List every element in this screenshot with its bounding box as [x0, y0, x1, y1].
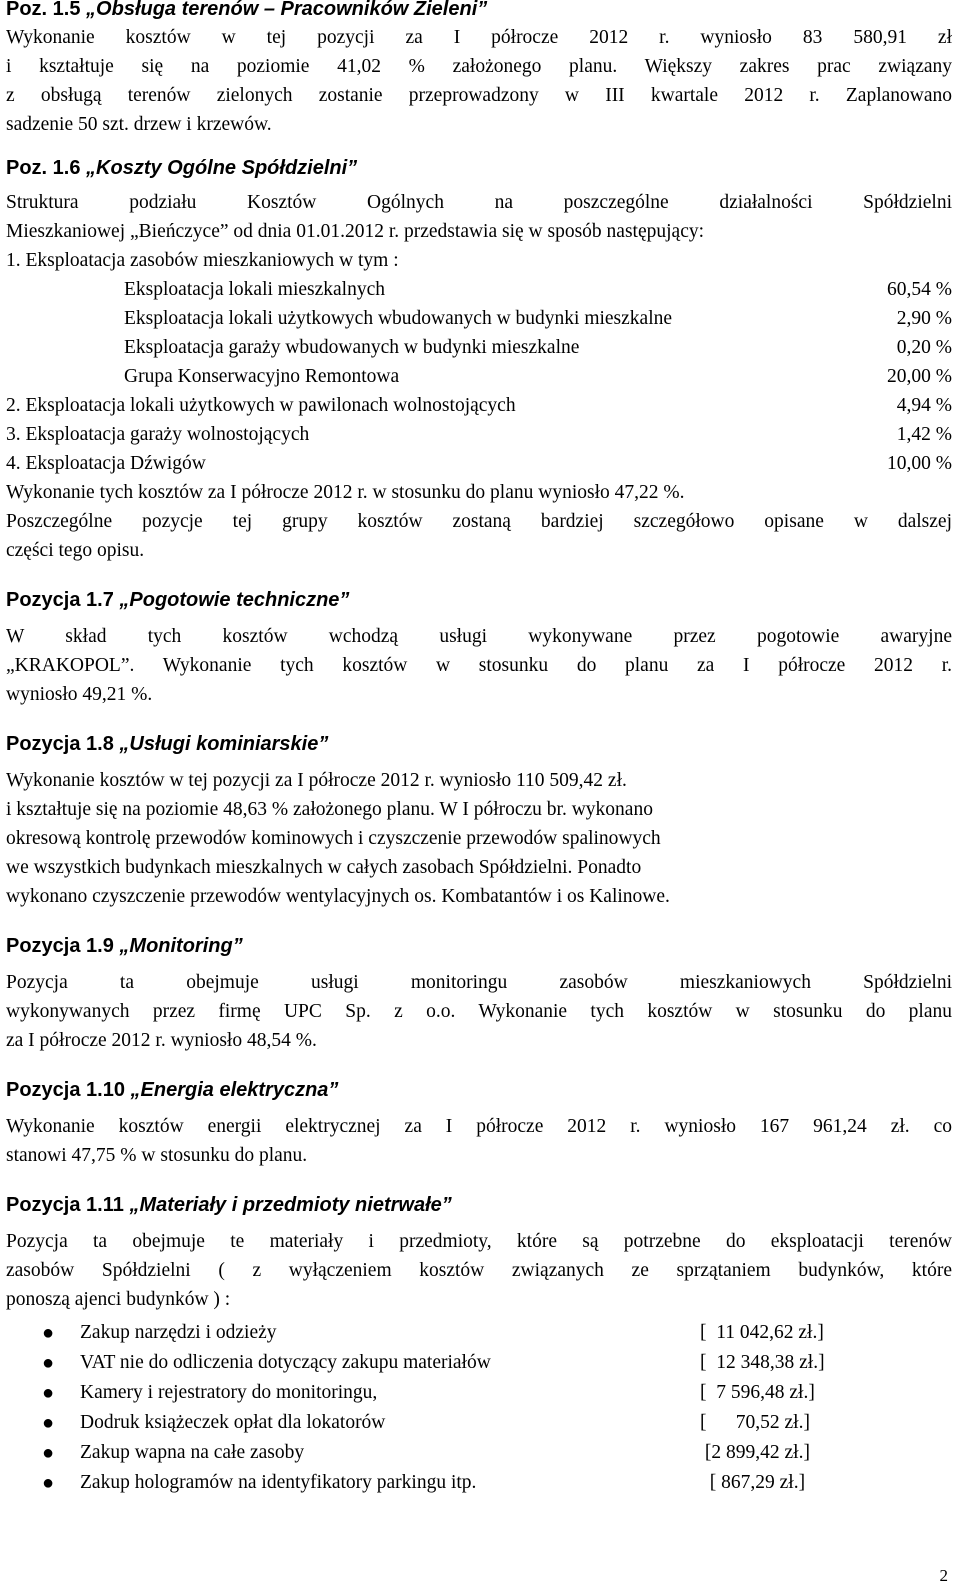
- paragraph-line: części tego opisu.: [6, 540, 145, 561]
- item-amount: [ 867,29 zł.]: [700, 1472, 806, 1493]
- section-number: Poz. 1.6: [6, 157, 81, 179]
- item-label: Zakup hologramów na identyfikatory parkingu itp.: [80, 1472, 477, 1493]
- paragraph-line: wykonywanych przez firmę UPC Sp. z o.o. Wykonanie tych kosztów w stosunku do planu: [6, 1001, 952, 1022]
- bullet-icon: ●: [42, 1442, 55, 1464]
- section-title: „Monitoring”: [119, 935, 243, 957]
- paragraph-line: we wszystkich budynkach mieszkalnych w całych zasobach Spółdzielni. Ponadto: [6, 857, 642, 878]
- paragraph-line: W skład tych kosztów wchodzą usługi wykonywane przez pogotowie awaryjne: [6, 626, 952, 647]
- paragraph-line: zasobów Spółdzielni ( z wyłączeniem kosztów związanych ze sprzątaniem budynków, które: [6, 1260, 952, 1281]
- paragraph-line: stanowi 47,75 % w stosunku do planu.: [6, 1145, 308, 1166]
- item-label: Dodruk książeczek opłat dla lokatorów: [80, 1412, 386, 1433]
- row-label: Grupa Konserwacyjno Remontowa: [124, 366, 400, 387]
- section-number: Pozycja 1.8: [6, 733, 114, 755]
- bullet-icon: ●: [42, 1352, 55, 1374]
- paragraph-line: sadzenie 50 szt. drzew i krzewów.: [6, 114, 272, 135]
- section-title: „Koszty Ogólne Spółdzielni”: [86, 157, 358, 179]
- list-item-1: 1. Eksploatacja zasobów mieszkaniowych w tym :: [6, 250, 399, 271]
- paragraph-line: wykonano czyszczenie przewodów wentylacyjnych os. Kombatantów i os Kalinowe.: [6, 886, 670, 907]
- section-number: Pozycja 1.11: [6, 1194, 124, 1216]
- paragraph-line: Mieszkaniowej „Bieńczyce” od dnia 01.01.2012 r. przedstawia się w sposób następujący:: [6, 221, 705, 242]
- paragraph-line: ponoszą ajenci budynków ) :: [6, 1289, 231, 1310]
- bullet-icon: ●: [42, 1472, 55, 1494]
- item-label: VAT nie do odliczenia dotyczący zakupu materiałów: [80, 1352, 491, 1373]
- row-value: 10,00 %: [887, 453, 952, 474]
- page-number: 2: [939, 1566, 948, 1585]
- item-amount: [ 7 596,48 zł.]: [700, 1382, 815, 1403]
- paragraph-line: i kształtuje się na poziomie 48,63 % założonego planu. W I półroczu br. wykonano: [6, 799, 653, 820]
- section-1-7-heading: [6, 587, 952, 614]
- section-1-5-heading: [6, 0, 952, 23]
- row-label: Eksploatacja lokali użytkowych wbudowanych w budynki mieszkalne: [124, 308, 673, 329]
- paragraph-line: okresową kontrolę przewodów kominowych i czyszczenie przewodów spalinowych: [6, 828, 661, 849]
- row-value: 0,20 %: [896, 337, 952, 358]
- list-item: [6, 1408, 952, 1438]
- list-item: [6, 1318, 952, 1348]
- item-amount: [ 70,52 zł.]: [700, 1412, 810, 1433]
- row-value: 4,94 %: [896, 395, 952, 416]
- section-1-6-heading: [6, 155, 952, 182]
- row-value: 60,54 %: [887, 279, 952, 300]
- paragraph-line: „KRAKOPOL”. Wykonanie tych kosztów w stosunku do planu za I półrocze 2012 r.: [6, 655, 952, 676]
- document-page: [6, 0, 952, 1498]
- cost-share-row: [6, 275, 952, 304]
- row-label: 2. Eksploatacja lokali użytkowych w pawilonach wolnostojących: [6, 395, 516, 416]
- section-1-9-heading: [6, 933, 952, 960]
- paragraph-line: Struktura podziału Kosztów Ogólnych na poszczególne działalności Spółdzielni: [6, 192, 952, 213]
- row-label: Eksploatacja garaży wbudowanych w budynki mieszkalne: [124, 337, 580, 358]
- cost-share-row: [6, 420, 952, 449]
- row-value: 20,00 %: [887, 366, 952, 387]
- paragraph-line: Wykonanie tych kosztów za I półrocze 2012 r. w stosunku do planu wyniosło 47,22 %.: [6, 482, 685, 503]
- cost-share-row: [6, 391, 952, 420]
- paragraph-line: Pozycja ta obejmuje usługi monitoringu zasobów mieszkaniowych Spółdzielni: [6, 972, 952, 993]
- paragraph-line: Wykonanie kosztów w tej pozycji za I półrocze 2012 r. wyniosło 110 509,42 zł.: [6, 770, 627, 791]
- section-title: „Usługi kominiarskie”: [119, 733, 329, 755]
- paragraph-line: i kształtuje się na poziomie 41,02 % założonego planu. Większy zakres prac związany: [6, 56, 952, 77]
- item-label: Zakup narzędzi i odzieży: [80, 1322, 277, 1343]
- section-title: „Obsługa terenów – Pracowników Zieleni”: [86, 0, 488, 20]
- cost-share-row: [6, 333, 952, 362]
- list-item: [6, 1468, 952, 1498]
- section-1-8-heading: [6, 731, 952, 758]
- section-title: „Materiały i przedmioty nietrwałe”: [129, 1194, 452, 1216]
- item-amount: [2 899,42 zł.]: [700, 1442, 810, 1463]
- paragraph-line: Wykonanie kosztów energii elektrycznej za I półrocze 2012 r. wyniosło 167 961,24 zł. co: [6, 1116, 952, 1137]
- bullet-icon: ●: [42, 1322, 55, 1344]
- paragraph-line: wyniosło 49,21 %.: [6, 684, 153, 705]
- cost-share-row: [6, 449, 952, 478]
- cost-share-row: [6, 304, 952, 333]
- row-label: 4. Eksploatacja Dźwigów: [6, 453, 206, 474]
- section-title: „Energia elektryczna”: [130, 1079, 339, 1101]
- section-number: Pozycja 1.10: [6, 1079, 125, 1101]
- cost-share-row: [6, 362, 952, 391]
- item-amount: [ 11 042,62 zł.]: [700, 1322, 824, 1343]
- section-number: Pozycja 1.9: [6, 935, 114, 957]
- list-item: [6, 1378, 952, 1408]
- bullet-icon: ●: [42, 1382, 55, 1404]
- item-label: Kamery i rejestratory do monitoringu,: [80, 1382, 378, 1403]
- row-label: 3. Eksploatacja garaży wolnostojących: [6, 424, 310, 445]
- row-label: Eksploatacja lokali mieszkalnych: [124, 279, 385, 300]
- paragraph-line: Wykonanie kosztów w tej pozycji za I półrocze 2012 r. wyniosło 83 580,91 zł: [6, 27, 952, 48]
- materials-list: [6, 1318, 952, 1498]
- paragraph-line: Poszczególne pozycje tej grupy kosztów zostaną bardziej szczegółowo opisane w dalszej: [6, 511, 952, 532]
- row-value: 2,90 %: [896, 308, 952, 329]
- paragraph-line: za I półrocze 2012 r. wyniosło 48,54 %.: [6, 1030, 317, 1051]
- section-number: Poz. 1.5: [6, 0, 81, 20]
- list-item: [6, 1438, 952, 1468]
- row-value: 1,42 %: [896, 424, 952, 445]
- section-number: Pozycja 1.7: [6, 589, 114, 611]
- item-label: Zakup wapna na całe zasoby: [80, 1442, 305, 1463]
- bullet-icon: ●: [42, 1412, 55, 1434]
- list-item: [6, 1348, 952, 1378]
- paragraph-line: z obsługą terenów zielonych zostanie przeprowadzony w III kwartale 2012 r. Zaplanowano: [6, 85, 952, 106]
- item-amount: [ 12 348,38 zł.]: [700, 1352, 825, 1373]
- section-title: „Pogotowie techniczne”: [119, 589, 350, 611]
- paragraph-line: Pozycja ta obejmuje te materiały i przedmioty, które są potrzebne do eksploatacji terenów: [6, 1231, 952, 1252]
- section-1-11-heading: [6, 1192, 952, 1219]
- section-1-10-heading: [6, 1077, 952, 1104]
